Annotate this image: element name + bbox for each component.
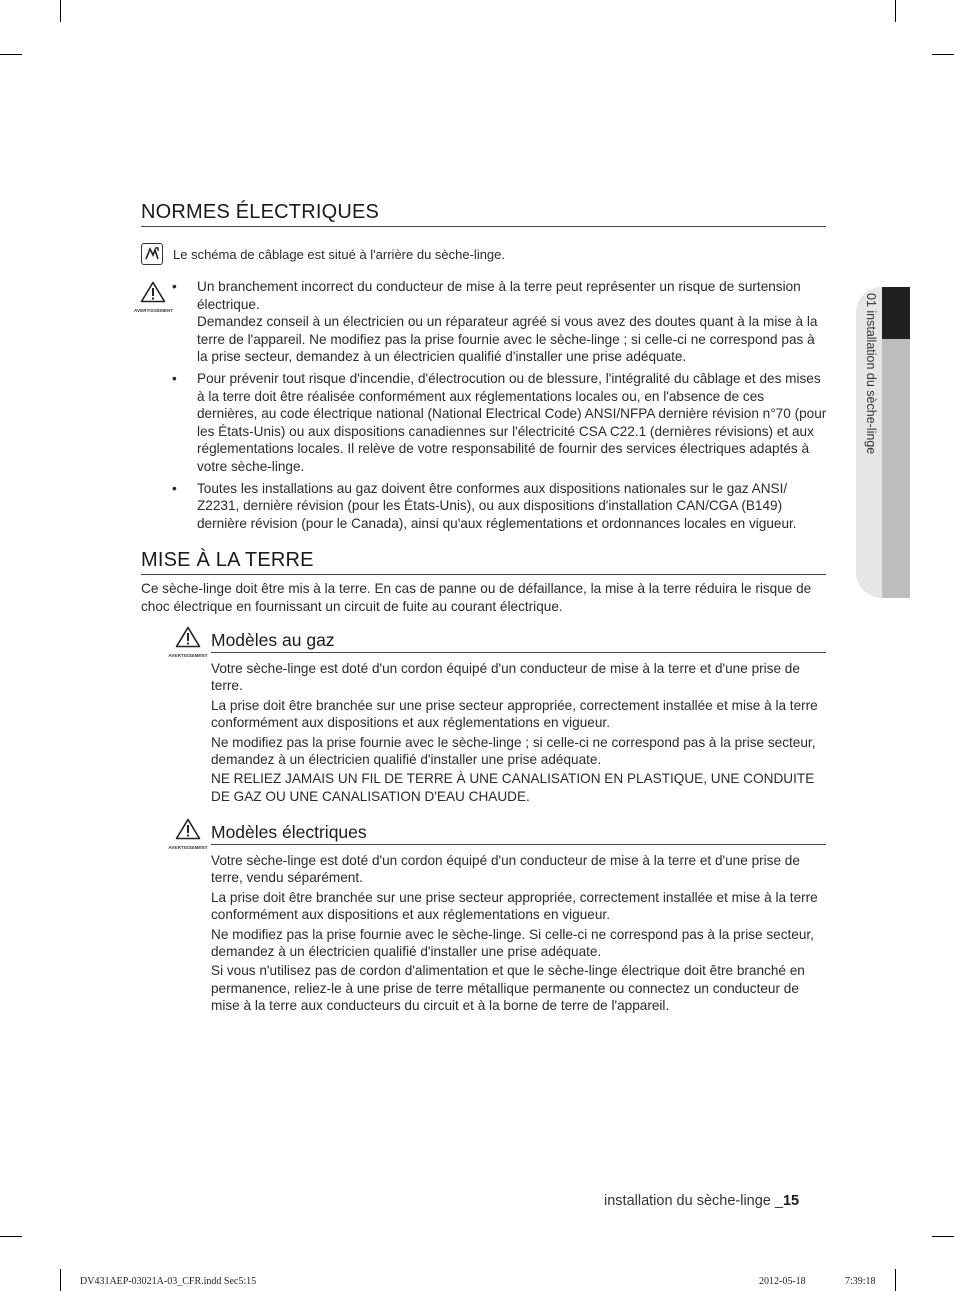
paragraph: La prise doit être branchée sur une prise secteur appropriée, correctement installée et mise à la terre conformément aux dispositions et aux réglementations en vigueur.	[211, 697, 818, 731]
slug-time: 7:39:18	[845, 1276, 876, 1287]
intro-paragraph: Ce sèche-linge doit être mis à la terre. En cas de panne ou de défaillance, la mise à la terre réduira le risque de choc électrique en fournissant un circuit de fuite au courant électrique.	[141, 581, 812, 614]
crop-mark	[60, 0, 61, 22]
warning-bullet-list	[172, 278, 828, 536]
section-title-normes: NORMES ÉLECTRIQUES	[141, 200, 826, 227]
warning-icon	[134, 281, 172, 313]
crop-mark	[60, 1269, 61, 1291]
page-footer	[604, 1193, 799, 1209]
paragraph: Ne modifiez pas la prise fournie avec le sèche-linge ; si celle-ci ne correspond pas à la prise secteur, demandez à un électricien qualifié d'installer une prise adéquate.	[211, 734, 816, 768]
paragraph: Votre sèche-linge est doté d'un cordon équipé d'un conducteur de mise à la terre et d'une prise de terre, vendu séparément.	[211, 853, 800, 886]
warning-caption: AVERTISSEMENT	[134, 308, 174, 313]
bullet-text: • Un branchement incorrect du conducteur de mise à la terre peut représenter un risque de surtension électrique.	[197, 279, 801, 312]
paragraph: NE RELIEZ JAMAIS UN FIL DE TERRE À UNE CANALISATION EN PLASTIQUE, UNE CONDUITE DE GAZ OU UNE CANALISATION D'EAU CHAUDE.	[211, 771, 815, 804]
list-item	[172, 278, 828, 366]
list-item	[172, 370, 828, 476]
subsection-title-gaz: Modèles au gaz	[211, 629, 826, 653]
subsection-title-electriques: Modèles électriques	[211, 821, 826, 845]
footer-label: installation du sèche-linge _	[604, 1193, 783, 1209]
note-text: Le schéma de câblage est situé à l'arrière du sèche-linge.	[173, 246, 506, 262]
paragraph: Si vous n'utilisez pas de cordon d'alimentation et que le sèche-linge électrique doit être branché en permanence, reliez-le à une prise de terre métallique permanente ou connectez un conducteur de mise à la terre aux conducteurs du circuit et à la borne de terre de l'appareil.	[211, 963, 805, 1014]
crop-mark	[895, 0, 896, 22]
paragraph: Votre sèche-linge est doté d'un cordon équipé d'un conducteur de mise à la terre et d'une prise de terre.	[211, 661, 800, 694]
section-title-mise-a-la-terre: MISE À LA TERRE	[141, 548, 826, 575]
bullet-text: Demandez conseil à un électricien ou un réparateur agréé si vous avez des doutes quant à la mise à la terre de l'appareil. Ne modifiez pas la prise fournie avec le sèche-linge ; si celle-ci ne correspond pas à la prise secteur, demandez à un électricien qualifié d'installer une prise adéquate.	[197, 314, 818, 365]
crop-mark	[0, 54, 22, 55]
page-number: 15	[782, 1193, 800, 1209]
chapter-tab-marker	[882, 287, 910, 339]
bullet-text: • Toutes les installations au gaz doivent être conformes aux dispositions nationales sur le gaz ANSI/ Z2231, dernière révision (pour les États-Unis), ou aux dispositions d'installation CAN/CGA (B149) dernière révision (pour le Canada), ainsi qu'aux réglementations et ordonnances locales en vigueur.	[197, 480, 797, 531]
warning-icon	[168, 626, 208, 658]
warning-icon	[168, 818, 208, 850]
crop-mark	[0, 1236, 22, 1237]
note-row	[141, 243, 505, 265]
warning-caption: AVERTISSEMENT	[168, 653, 208, 658]
chapter-tab-label: 01 installation du sèche-linge	[864, 293, 878, 455]
crop-mark	[895, 1269, 896, 1291]
warning-caption: AVERTISSEMENT	[168, 845, 208, 850]
paragraph: Ne modifiez pas la prise fournie avec le sèche-linge. Si celle-ci ne correspond pas à la prise secteur, demandez à un électricien qualifié d'installer une prise adéquate.	[211, 926, 814, 960]
crop-mark	[932, 54, 954, 55]
list-item	[172, 480, 828, 533]
note-icon	[141, 243, 163, 265]
bullet-text: • Pour prévenir tout risque d'incendie, d'électrocution ou de blessure, l'intégralité du câblage et des mises à la terre doit être réalisée conformément aux réglementations locales ou, en l'absence de ces dernières, au code électrique national (National Electrical Code) ANSI/NFPA dernière révision n°70 (pour les États-Unis) ou aux dispositions canadiennes sur l'électricité CSA C22.1 (dernières révisions) et aux réglementations locales. Il relève de votre responsabilité de fournir des services électriques adaptés à votre sèche-linge.	[197, 370, 827, 474]
slug-date: 2012-05-18	[759, 1276, 806, 1287]
slug-file: DV431AEP-03021A-03_CFR.indd Sec5:15	[80, 1276, 257, 1287]
paragraph: La prise doit être branchée sur une prise secteur appropriée, correctement installée et mise à la terre conformément aux dispositions et aux réglementations en vigueur.	[211, 889, 818, 923]
crop-mark	[932, 1236, 954, 1237]
subsection-body-electriques	[211, 852, 826, 1017]
subsection-body-gaz	[211, 660, 826, 807]
